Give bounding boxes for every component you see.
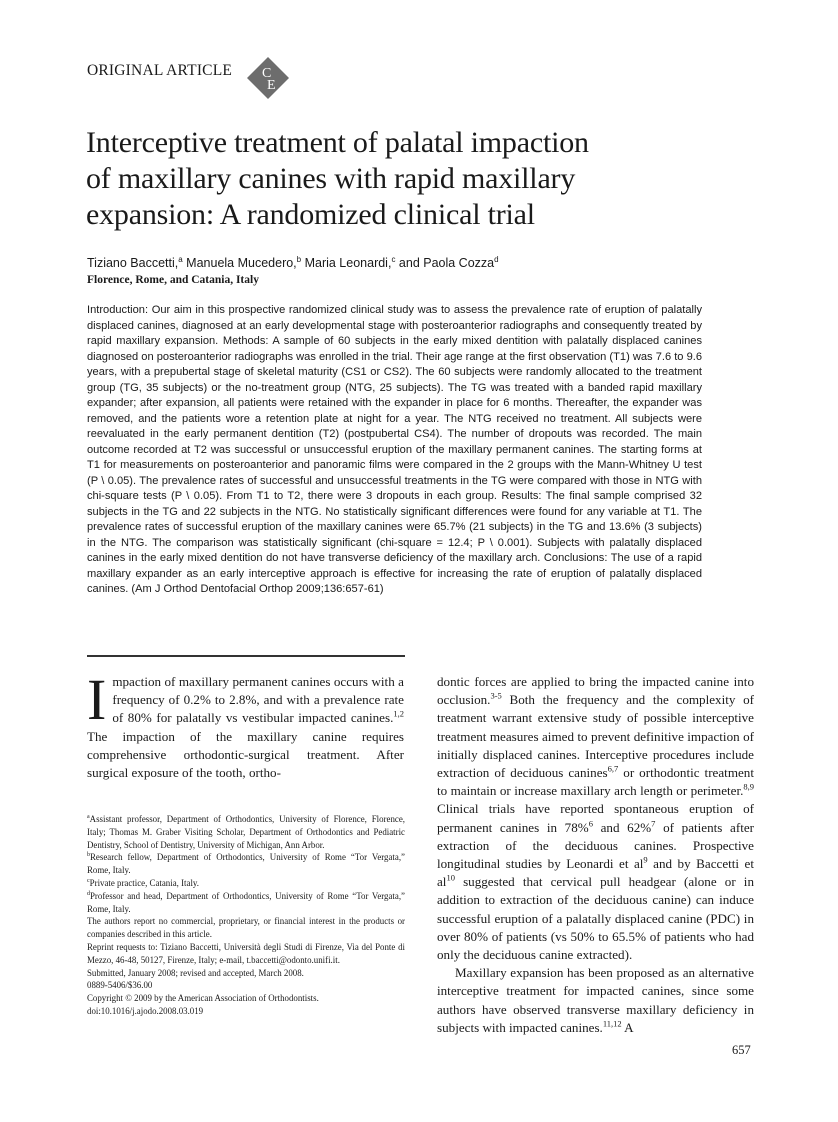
reprint-requests: Reprint requests to: Tiziano Baccetti, Università degli Studi di Firenze, Via del Ponte di Mezzo, 46-48, 50127, Firenze, Italy; e-mail, t.baccetti@odonto.unifi.it. bbox=[87, 941, 405, 965]
doi: doi:10.1016/j.ajodo.2008.03.019 bbox=[87, 1005, 204, 1016]
footnotes bbox=[87, 813, 405, 1018]
footnote-a: $^a$Assistant professor, Department of Orthodontics, University of Florence, Florence, Italy; Thomas M. Graber Visiting Scholar, Department of Orthodontics and Pediatric Dentistry, School of Dentistry, University of Michigan, Ann Arbor. bbox=[87, 814, 405, 850]
drop-cap: I bbox=[87, 667, 107, 732]
ce-diamond-icon bbox=[246, 56, 290, 100]
article-title: Interceptive treatment of palatal impaction of maxillary canines with rapid maxillary expansion: A randomized clinical trial bbox=[86, 126, 589, 231]
author-affiliation: Florence, Rome, and Catania, Italy bbox=[87, 274, 259, 286]
ce-letter-e: E bbox=[267, 78, 276, 93]
footnote-b: $^b$Research fellow, Department of Orthodontics, University of Rome “Tor Vergata,” Rome, Italy. bbox=[87, 852, 405, 876]
issn: 0889-5406/$36.00 bbox=[87, 980, 153, 991]
paragraph-2: Maxillary expansion has been proposed as an alternative interceptive treatment for impacted canines, since some authors have observed transverse maxillary deficiency in subjects with impacted canines.$^{11,12}$ A bbox=[437, 965, 754, 1035]
submission-dates: Submitted, January 2008; revised and accepted, March 2008. bbox=[87, 967, 304, 978]
copyright: Copyright © 2009 by the American Association of Orthodontists. bbox=[87, 993, 319, 1004]
page-number: 657 bbox=[732, 1043, 751, 1057]
footnote-c: $^c$Private practice, Catania, Italy. bbox=[87, 877, 199, 888]
conflict-statement: The authors report no commercial, proprietary, or financial interest in the products or companies described in this article. bbox=[87, 916, 405, 940]
ce-letter-c: C bbox=[262, 66, 272, 81]
author-list: Tiziano Baccetti,$^a$ Manuela Mucedero,$^b$ Maria Leonardi,$^c$ and Paola Cozza$^d$ bbox=[87, 255, 499, 271]
section-label: ORIGINAL ARTICLE bbox=[87, 62, 233, 79]
section-divider bbox=[87, 655, 405, 657]
paragraph-1: dontic forces are applied to bring the impacted canine into occlusion.$^{3-5}$ Both the frequency and the complexity of treatment warrant extensive study of possible interceptive treatment measures aimed to prevent definitive impaction of initially displaced canines. Interceptive procedures include extraction of deciduous canines$^{6,7}$ or orthodontic treatment to maintain or increase maxillary arch length or perimeter.$^{8,9}$ Clinical trials have reported spontaneous eruption of permanent canines in 78%$^6$ and 62%$^7$ of patients after extraction of the deciduous canines. Prospective longitudinal studies by Leonardi et $al^9$ and by Baccetti et $al^{10}$ suggested that cervical pull headgear (alone or in addition to extraction of the deciduous canine) can induce successful eruption of a palatally displaced canine (PDC) in over 80% of patients (vs 50% to 65.5% of patients who had only the deciduous canine extracted). bbox=[437, 674, 755, 963]
body-column-left: Impaction of maxillary permanent canines occurs with a frequency of 0.2% to 2.8%, and with a prevalence rate of 80% for palatally vs vestibular impacted canines.$^{1,2}$ The impaction of the maxillary canine requires comprehensive orthodontic-surgical treatment. After surgical exposure of the tooth, ortho- bbox=[87, 667, 404, 781]
footnote-d: $^d$Professor and head, Department of Orthodontics, University of Rome “Tor Vergata,” Rome, Italy. bbox=[87, 890, 405, 914]
body-column-right bbox=[437, 673, 754, 1037]
abstract: Introduction: Our aim in this prospective randomized clinical study was to assess the prevalence rate of eruption of palatally displaced canines, diagnosed at an early developmental stage with posteroanterior radiographs and consequently treated by rapid maxillary expansion. Methods: A sample of 60 subjects in the early mixed dentition with palatally displaced canines diagnosed on posteroanterior radiographs was enrolled in the trial. Their age range at the first observation (T1) was 7.6 to 9.6 years, with a prepubertal stage of skeletal maturity (CS1 or CS2). The 60 subjects were randomly allocated to the treatment group (TG, 35 subjects) or the no-treatment group (NTG, 25 subjects). The TG was treated with a banded rapid maxillary expander; after expansion, all patients were retained with the expander in place for 6 months. Thereafter, the expander was removed, and the patients wore a retention plate at night for a year. The NTG received no treatment. All subjects were reevaluated in the early permanent dentition (T2) (postpubertal CS4). The number of dropouts was recorded. The main outcome recorded at T2 was successful or unsuccessful eruption of the maxillary permanent canines. The starting forms at T1 for measurements on posteroanterior and panoramic films were compared in the 2 groups with the Mann-Whitney U test (P \ 0.05). The prevalence rates of successful and unsuccessful treatments in the TG were compared with those in NTG with chi-square tests (P \ 0.05). From T1 to T2, there were 3 dropouts in each group. Results: The final sample comprised 32 subjects in the TG and 22 subjects in the NTG. No statistically significant differences were found for any variable at T1. The prevalence rates of successful eruption of the maxillary canines were 65.7% (21 subjects) in the TG and 13.6% (3 subjects) in the NTG. The comparison was statistically significant (chi-square = 12.4; P \ 0.001). Subjects with palatally displaced canines in the early mixed dentition do not have transverse deficiency of the maxillary arch. Conclusions: The use of a rapid maxillary expander as an early interceptive approach is effective for increasing the rate of eruption of palatally displaced canines. (Am J Orthod Dentofacial Orthop 2009;136:657-61) bbox=[87, 304, 702, 595]
